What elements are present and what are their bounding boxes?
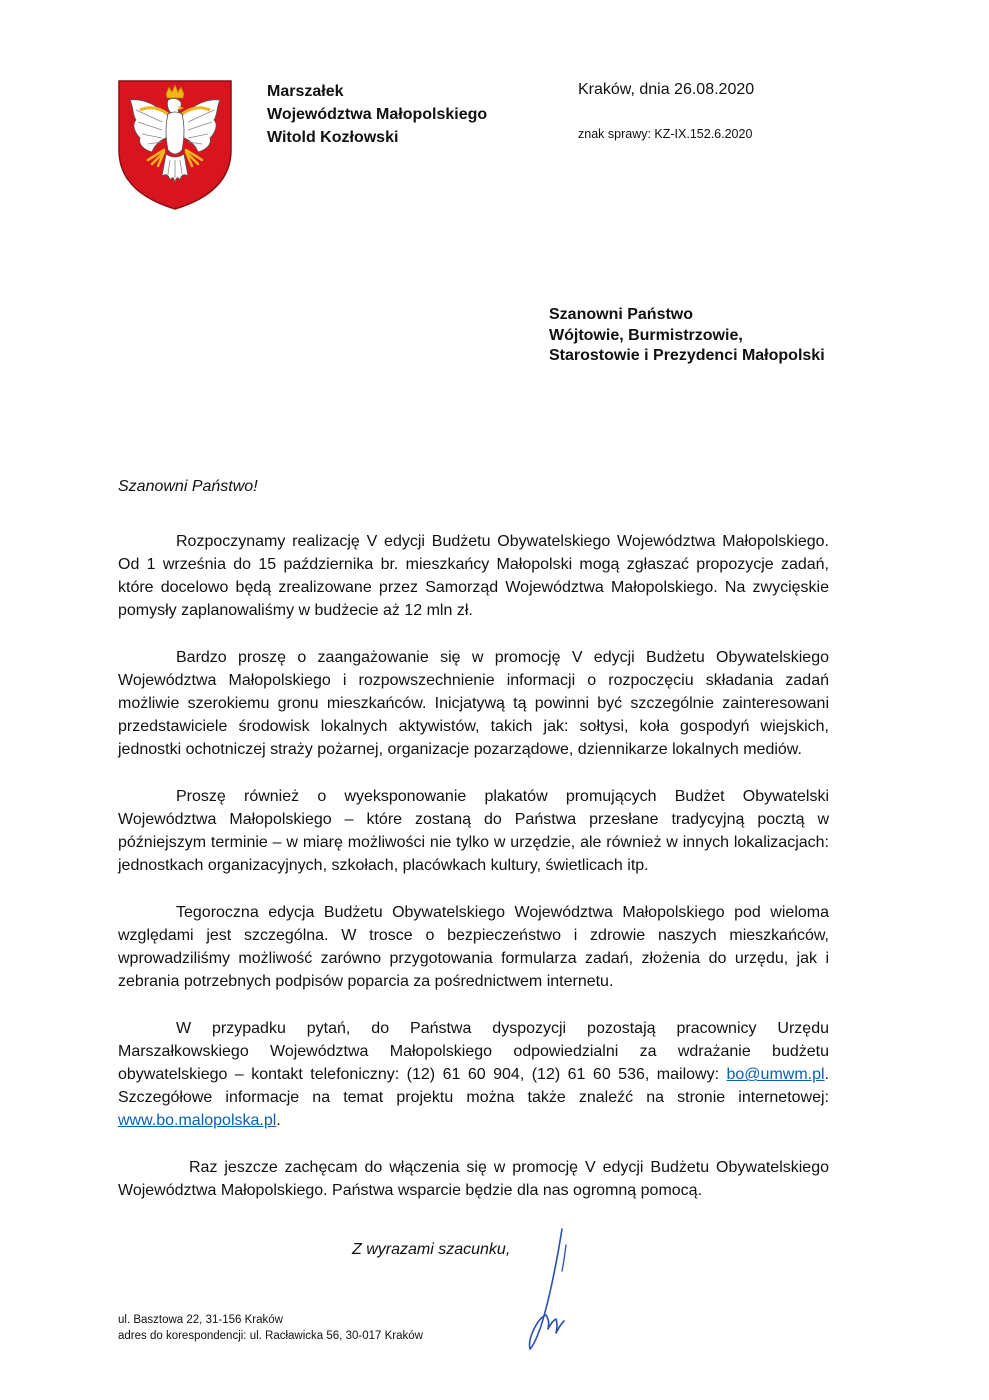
paragraph-5-text-2: . Szczegółowe informacje na temat projektu można także znaleźć na stronie internetowej: bbox=[118, 1066, 829, 1107]
case-reference: znak sprawy: KZ-IX.152.6.2020 bbox=[578, 127, 753, 141]
footer-address-line: ul. Basztowa 22, 31-156 Kraków bbox=[118, 1314, 283, 1326]
paragraph-6: Raz jeszcze zachęcam do włączenia się w promocję V edycji Budżetu Obywatelskiego Województwa Małopolskiego. Państwa wsparcie będzie dla nas ogromną pomocą. bbox=[118, 1159, 829, 1200]
recipient-block bbox=[549, 305, 825, 367]
sender-office: Województwa Małopolskiego bbox=[267, 106, 488, 123]
email-link[interactable]: bo@umwm.pl bbox=[726, 1066, 825, 1084]
greeting: Szanowni Państwo! bbox=[118, 478, 258, 495]
paragraph-2: Bardzo proszę o zaangażowanie się w promocję V edycji Budżetu Obywatelskiego Województwa Małopolskiego i rozpowszechnienie informacji o rozpoczęciu składania zadań możliwie szerokiemu gronu mieszkańców. Inicjatywą tą powinni być szczególnie zainteresowani przedstawiciele środowisk lokalnych aktywistów, takich jak: sołtysi, koła gospodyń wiejskich, jednostki ochotniczej straży pożarnej, organizacje pozarządowe, dziennikarze lokalnych mediów. bbox=[118, 648, 829, 759]
footer-address bbox=[118, 1313, 423, 1344]
website-link[interactable]: www.bo.malopolska.pl bbox=[118, 1112, 277, 1130]
paragraph-5-text: W przypadku pytań, do Państwa dyspozycji pozostają pracownicy Urzędu Marszałkowskiego Województwa Małopolskiego odpowiedzialni za wdrażanie budżetu obywatelskiego – kontakt telefoniczny: (12) 61 60 904, (12) 61 60 536, mailowy: bbox=[118, 1019, 829, 1084]
recipient-line-1: Szanowni Państwo bbox=[549, 306, 694, 323]
paragraph-3: Proszę również o wyeksponowanie plakatów promujących Budżet Obywatelski Województwa Małopolskiego – które zostaną do Państwa przesłane tradycyjną pocztą w późniejszym terminie – w miarę możliwości nie tylko w urzędzie, ale również w innych lokalizacjach: jednostkach organizacyjnych, szkołach, placówkach kultury, świetlicach itp. bbox=[118, 788, 829, 875]
letter-date: Kraków, dnia 26.08.2020 bbox=[578, 81, 755, 98]
footer-correspondence-line: adres do korespondencji: ul. Racławicka 56, 30-017 Kraków bbox=[118, 1329, 423, 1342]
recipient-line-2: Wójtowie, Burmistrzowie, bbox=[549, 326, 743, 344]
malopolska-coat-of-arms-icon bbox=[118, 80, 232, 210]
recipient-line-3: Starostowie i Prezydenci Małopolski bbox=[549, 347, 825, 364]
paragraph-5 bbox=[118, 1017, 829, 1132]
closing: Z wyrazami szacunku, bbox=[352, 1241, 511, 1258]
paragraph-5-end: . bbox=[276, 1112, 281, 1130]
handwritten-signature bbox=[522, 1225, 570, 1355]
letter-body bbox=[118, 530, 829, 1226]
paragraph-4: Tegoroczna edycja Budżetu Obywatelskiego Województwa Małopolskiego pod wieloma względami jest szczególna. W trosce o bezpieczeństwo i zdrowie naszych mieszkańców, wprowadziliśmy możliwość zarówno przygotowania formularza zadań, złożenia do urzędu, jak i zebrania potrzebnych podpisów poparcia za pośrednictwem internetu. bbox=[118, 904, 829, 991]
paragraph-1: Rozpoczynamy realizację V edycji Budżetu Obywatelskiego Województwa Małopolskiego. Od 1 września do 15 października br. mieszkańcy Małopolski mogą zgłaszać propozycje zadań, które docelowo będą zrealizowane przez Samorząd Województwa Małopolskiego. Na zwycięskie pomysły zaplanowaliśmy w budżecie aż 12 mln zł. bbox=[118, 533, 829, 620]
sender-block bbox=[267, 80, 487, 149]
sender-name: Witold Kozłowski bbox=[267, 129, 399, 146]
sender-title: Marszałek bbox=[267, 83, 344, 100]
